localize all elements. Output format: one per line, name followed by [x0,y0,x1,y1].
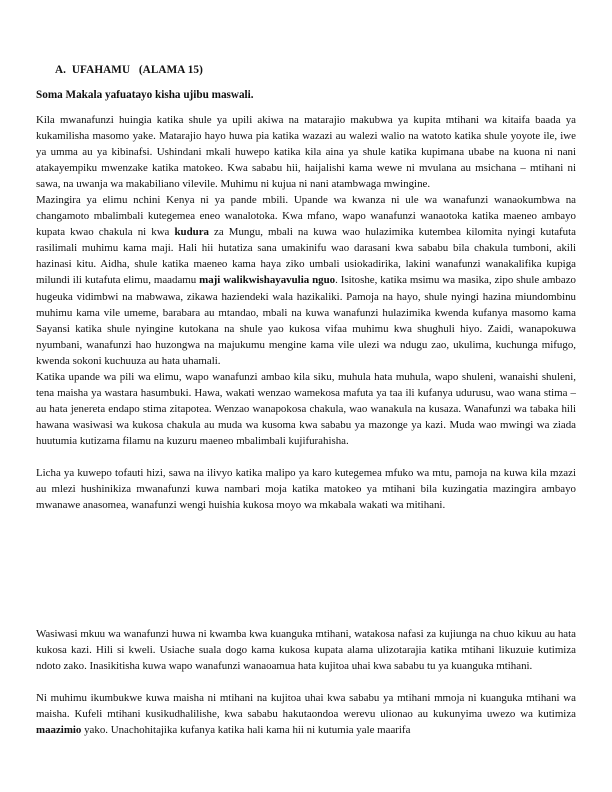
paragraph-text: Wasiwasi mkuu wa wanafunzi huwa ni kwamba kwa kuanguka mtihani, watakosa nafasi za kujiunga na chuo kikuu au hata kukosa kazi. Hili si kweli. Usiache suala dogo kama kukosa kupata alama ulizotarajia katika mtihani likuzuie kutimiza ndoto zako. Inasikitisha kuwa wapo wanafunzi wanaoamua hata kujitoa uhai kwa sababu tu ya kuanguka mtihani. [36,628,576,673]
paragraph-text: Licha ya kuwepo tofauti hizi, sawa na ilivyo katika malipo ya karo kutegemea mfuko wa mtu, pamoja na kuwa kila mzazi au mlezi hushinikiza mwanafunzi kuwa nambari moja katika matokeo ya mtihani bila kuzingatia mazingira ambayo mwanawe anasomea, wanafunzi wengi huishia kukosa moyo wa mkabala wakati wa mitihani. [36,467,576,512]
section-heading: A. UFAHAMU (ALAMA 15) [55,64,203,76]
paragraph-text: za Mungu, mbali na kuwa wao hulazimika kutembea kilomita nyingi kutafuta rasilimali muhimu kama maji. Hali hii hutatiza sana umakinifu wao darasani kwa sababu bila chakula tumboni, akili hazinasi kitu. Aidha, shule katika maeneo kama haya ziko umbali usiokadirika, lakini wanafunzi wanakalifika kupiga milundi ili kutafuta elimu, maadamu [36,226,576,287]
paragraph [36,690,576,738]
bold-term: maazimio [36,724,82,737]
section-instruction: Soma Makala yafuatayo kisha ujibu maswali. [36,89,254,101]
paragraph-text: Katika upande wa pili wa elimu, wapo wanafunzi ambao kila siku, muhula hata muhula, wapo shuleni, wanaishi shuleni, tena maisha ya wastara hasumbuki. Hawa, wakati wenzao wamekosa mafuta ya taa ili kufanya udurusu, wao wana stima – au hata jenereta endapo stima zitapotea. Wenzao wanapokosa chakula, wao wanakula na kusaza. Wanafunzi wa tabaka hili hawana wasiwasi wa kukosa chakula au muda wa kusoma kwa sababu ya mazonge ya kazi. Muda wao mwingi wa ziada huutumia kutizama filamu na kuzuru maeneo mbalimbali kujifurahisha. [36,371,576,448]
paragraph-text: Ni muhimu ikumbukwe kuwa maisha ni mtihani na kujitoa uhai kwa sababu ya mtihani mmoja ni kuanguka mtihani wa maisha. Kufeli mtihani kusikudhalilishe, kwa sababu hakutaondoa werevu ulionao au kukunyima uwezo wa kutimiza [36,692,576,721]
paragraph [36,626,576,674]
bold-term: maji walikwishayavulia nguo [199,274,336,287]
paragraph [36,112,576,192]
paragraph [36,192,576,369]
bold-term: kudura [174,226,209,239]
paragraph-text: Mazingira ya elimu nchini Kenya ni ya pande mbili. Upande wa kwanza ni ule wa wanafunzi wanaokumbwa na changamoto mbalimbali kutegemea eneo wanalotoka. Kwa mfano, wapo wanafunzi wanaotoka katika maeneo ambayo kupata kwao chakula ni kwa [36,194,576,239]
paragraph-text: . Isitoshe, katika msimu wa masika, zipo shule ambazo hugeuka vidimbwi na mabwawa, zikawa haziendeki wala hazikaliki. Pamoja na hayo, shule nyingi hazina miundombinu muhimu kama vile umeme, barabara au mtandao, mbali na kuwa wanafunzi hulazimika kwenda kufanya masomo kama Sayansi katika shule nyingine kutokana na shule yao kukosa vifaa muhimu kwa shughuli hiyo. Zaidi, wanapokuwa nyumbani, wanafunzi hao huzongwa na majukumu mengine kama vile ulezi wa ndugu zao, ukulima, kuchunga mifugo, kwenda sokoni kuchuuza au hata uhamali. [36,274,576,367]
paragraph-text: yako. Unachohitajika kufanya katika hali kama hii ni kutumia yale maarifa [81,724,411,737]
paragraph [36,369,576,449]
paragraph [36,465,576,513]
paragraph-text: Kila mwanafunzi huingia katika shule ya upili akiwa na matarajio makubwa ya kupita mtihani wa kitaifa baada ya kukamilisha masomo yake. Matarajio hayo huwa pia katika wazazi au walezi walio na watoto katika shule yoyote ile, iwe ya umma au ya kibinafsi. Ushindani mkali huwepo katika kila aina ya shule katika kupimana ubabe na kuona ni nani atakayempiku mwenzake katika matokeo. Kwa sababu hii, haijalishi kama wewe ni mvulana au msichana – mtihani ni sawa, na uwanja wa makabiliano vilevile. Muhimu ni kujua ni nani atambwaga mwingine. [36,114,576,191]
